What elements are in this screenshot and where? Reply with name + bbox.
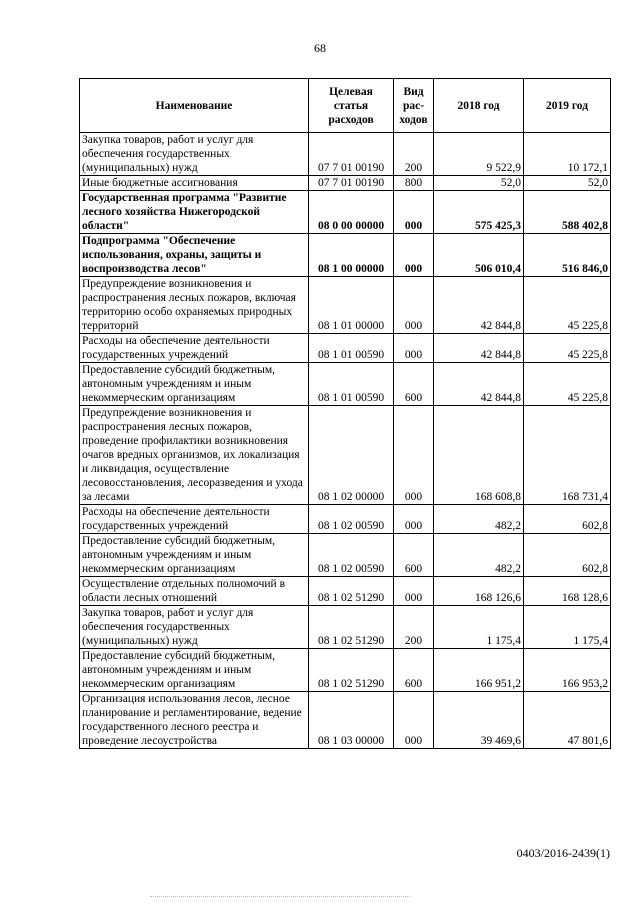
- header-kind: [394, 79, 434, 133]
- row-kind-cell: 600: [394, 534, 434, 577]
- header-code: [309, 79, 394, 133]
- row-code-cell: 08 0 00 00000: [309, 191, 394, 234]
- row-2018-cell: 506 010,4: [434, 234, 524, 277]
- row-2018-cell: 52,0: [434, 176, 524, 191]
- row-name-cell: Расходы на обеспечение деятельности государственных учреждений: [80, 505, 309, 534]
- row-2019-cell: 45 225,8: [524, 363, 611, 406]
- header-code-label: Целевая статья расходов: [328, 85, 374, 126]
- row-2018-cell: 42 844,8: [434, 334, 524, 363]
- row-2018-cell: 482,2: [434, 534, 524, 577]
- row-kind-cell: 000: [394, 334, 434, 363]
- row-kind-cell: 000: [394, 277, 434, 334]
- row-2019-cell: 588 402,8: [524, 191, 611, 234]
- row-code-cell: 08 1 02 51290: [309, 606, 394, 649]
- row-name-cell: Предупреждение возникновения и распространения лесных пожаров, проведение профилактики возникновения очагов вредных организмов, их локализация и ликвидация, осуществление лесовосстановления, лесоразведения и ухода за лесами: [80, 406, 309, 505]
- row-kind-cell: 000: [394, 234, 434, 277]
- row-kind-cell: 000: [394, 406, 434, 505]
- table-header-row: [80, 79, 611, 133]
- row-code-cell: 08 1 02 00000: [309, 406, 394, 505]
- row-code-cell: 08 1 02 00590: [309, 505, 394, 534]
- scan-artifact-line: [150, 896, 410, 899]
- row-code-cell: 07 7 01 00190: [309, 133, 394, 176]
- row-name-cell: Подпрограмма "Обеспечение использования, охраны, защиты и воспроизводства лесов": [80, 234, 309, 277]
- header-name: Наименование: [80, 79, 309, 133]
- table-row: [80, 606, 611, 649]
- budget-table: [79, 78, 611, 749]
- row-kind-cell: 000: [394, 191, 434, 234]
- row-name-cell: Иные бюджетные ассигнования: [80, 176, 309, 191]
- table-row: [80, 133, 611, 176]
- table-row: [80, 277, 611, 334]
- row-code-cell: 08 1 02 00590: [309, 534, 394, 577]
- row-2018-cell: 575 425,3: [434, 191, 524, 234]
- row-kind-cell: 200: [394, 133, 434, 176]
- table-row: [80, 234, 611, 277]
- header-2018: 2018 год: [434, 79, 524, 133]
- row-name-cell: Осуществление отдельных полномочий в области лесных отношений: [80, 577, 309, 606]
- row-kind-cell: 000: [394, 692, 434, 749]
- row-2019-cell: 52,0: [524, 176, 611, 191]
- row-name-cell: Предоставление субсидий бюджетным, автономным учреждениям и иным некоммерческим организациям: [80, 534, 309, 577]
- table-row: [80, 406, 611, 505]
- row-2018-cell: 166 951,2: [434, 649, 524, 692]
- row-name-cell: Закупка товаров, работ и услуг для обеспечения государственных (муниципальных) нужд: [80, 133, 309, 176]
- row-2019-cell: 45 225,8: [524, 334, 611, 363]
- table-row: [80, 363, 611, 406]
- row-name-cell: Закупка товаров, работ и услуг для обеспечения государственных (муниципальных) нужд: [80, 606, 309, 649]
- row-2018-cell: 482,2: [434, 505, 524, 534]
- row-kind-cell: 600: [394, 649, 434, 692]
- table-row: [80, 176, 611, 191]
- row-2019-cell: 47 801,6: [524, 692, 611, 749]
- row-code-cell: 07 7 01 00190: [309, 176, 394, 191]
- row-code-cell: 08 1 02 51290: [309, 577, 394, 606]
- row-2018-cell: 168 126,6: [434, 577, 524, 606]
- table-row: [80, 191, 611, 234]
- page-number: 68: [314, 41, 326, 55]
- row-code-cell: 08 1 00 00000: [309, 234, 394, 277]
- row-2019-cell: 166 953,2: [524, 649, 611, 692]
- row-name-cell: Государственная программа "Развитие лесного хозяйства Нижегородской области": [80, 191, 309, 234]
- row-2018-cell: 9 522,9: [434, 133, 524, 176]
- row-code-cell: 08 1 01 00000: [309, 277, 394, 334]
- header-kind-label: Вид рас-ходов: [399, 85, 428, 126]
- document-code: 0403/2016-2439(1): [516, 846, 610, 860]
- row-2019-cell: 1 175,4: [524, 606, 611, 649]
- header-2019: 2019 год: [524, 79, 611, 133]
- table-row: [80, 534, 611, 577]
- row-code-cell: 08 1 01 00590: [309, 334, 394, 363]
- row-2018-cell: 42 844,8: [434, 363, 524, 406]
- table-row: [80, 505, 611, 534]
- row-2019-cell: 516 846,0: [524, 234, 611, 277]
- row-2019-cell: 168 731,4: [524, 406, 611, 505]
- table-row: [80, 649, 611, 692]
- row-2019-cell: 45 225,8: [524, 277, 611, 334]
- row-2018-cell: 42 844,8: [434, 277, 524, 334]
- row-code-cell: 08 1 01 00590: [309, 363, 394, 406]
- row-2018-cell: 168 608,8: [434, 406, 524, 505]
- row-2019-cell: 168 128,6: [524, 577, 611, 606]
- row-kind-cell: 200: [394, 606, 434, 649]
- row-kind-cell: 800: [394, 176, 434, 191]
- table-row: [80, 692, 611, 749]
- row-name-cell: Предоставление субсидий бюджетным, автономным учреждениям и иным некоммерческим организациям: [80, 649, 309, 692]
- row-name-cell: Расходы на обеспечение деятельности государственных учреждений: [80, 334, 309, 363]
- row-name-cell: Предоставление субсидий бюджетным, автономным учреждениям и иным некоммерческим организациям: [80, 363, 309, 406]
- table-row: [80, 334, 611, 363]
- row-2018-cell: 1 175,4: [434, 606, 524, 649]
- row-2019-cell: 602,8: [524, 534, 611, 577]
- row-name-cell: Предупреждение возникновения и распространения лесных пожаров, включая территорию особо охраняемых природных территорий: [80, 277, 309, 334]
- row-kind-cell: 600: [394, 363, 434, 406]
- row-code-cell: 08 1 02 51290: [309, 649, 394, 692]
- row-name-cell: Организация использования лесов, лесное планирование и регламентирование, ведение государственного лесного реестра и проведение лесоустройства: [80, 692, 309, 749]
- row-2019-cell: 10 172,1: [524, 133, 611, 176]
- row-kind-cell: 000: [394, 505, 434, 534]
- row-2018-cell: 39 469,6: [434, 692, 524, 749]
- table-row: [80, 577, 611, 606]
- row-2019-cell: 602,8: [524, 505, 611, 534]
- row-kind-cell: 000: [394, 577, 434, 606]
- row-code-cell: 08 1 03 00000: [309, 692, 394, 749]
